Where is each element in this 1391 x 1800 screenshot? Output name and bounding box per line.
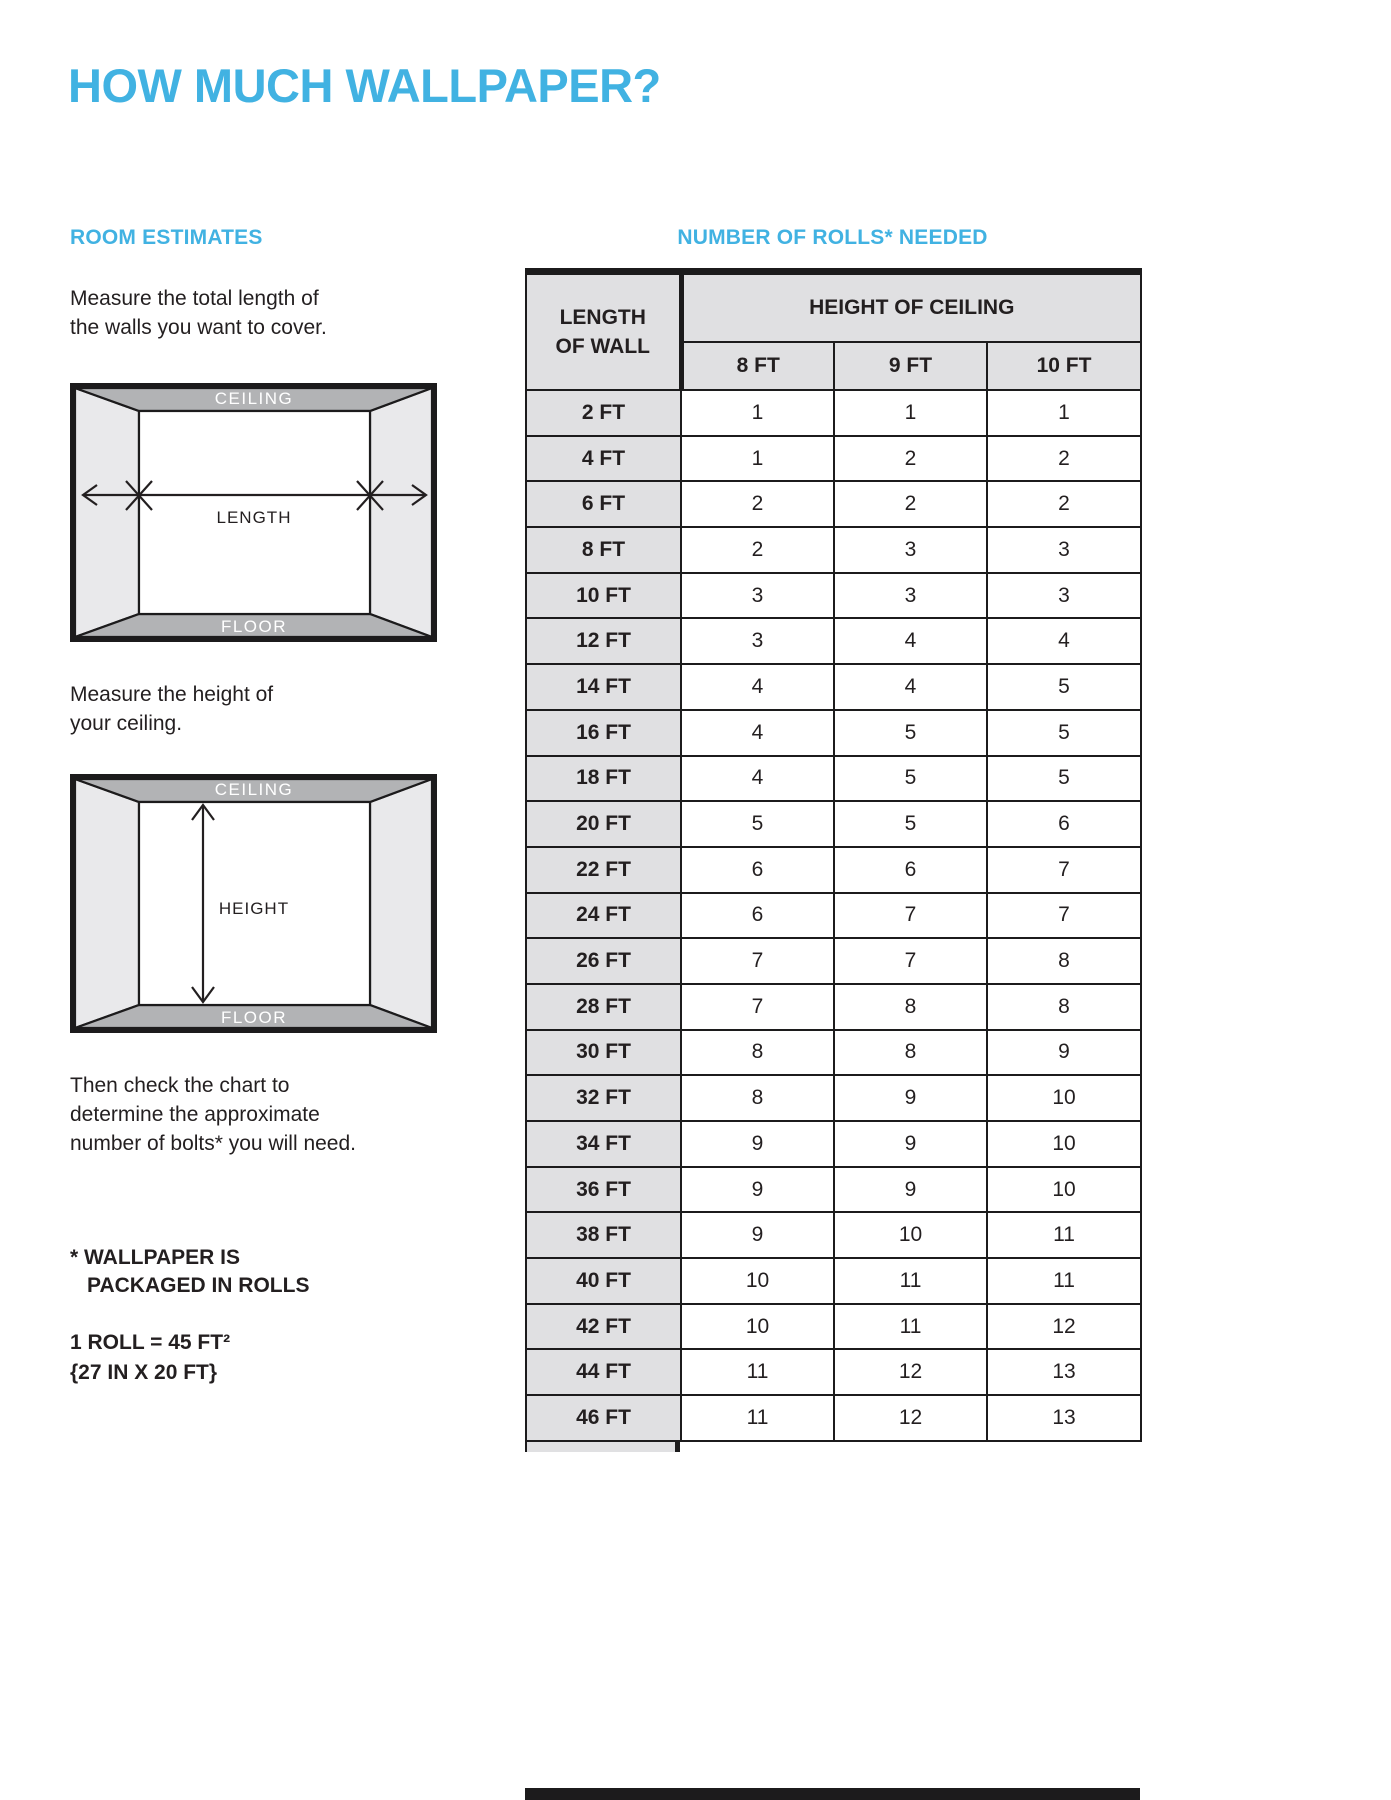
rolls-value-cell: 7: [681, 938, 834, 984]
height-label: HEIGHT: [218, 899, 290, 918]
left-wall: [75, 779, 139, 1028]
rolls-value-cell: 12: [987, 1304, 1141, 1350]
rolls-value-cell: 2: [834, 436, 987, 482]
rolls-value-cell: 6: [987, 801, 1141, 847]
rolls-value-cell: 7: [681, 984, 834, 1030]
rolls-value-cell: 4: [681, 710, 834, 756]
length-cell: 22 FT: [526, 847, 681, 893]
rolls-value-cell: 8: [834, 1030, 987, 1076]
length-cell: 38 FT: [526, 1212, 681, 1258]
rolls-table: [525, 268, 1140, 1452]
rolls-value-cell: 1: [681, 436, 834, 482]
instruction-measure-height: [70, 680, 273, 738]
rolls-value-cell: 3: [834, 527, 987, 573]
instruction-line: number of bolts* you will need.: [70, 1132, 356, 1155]
table-row: [526, 984, 1141, 1030]
length-cell: 42 FT: [526, 1304, 681, 1350]
instruction-line: Then check the chart to: [70, 1074, 290, 1097]
rolls-value-cell: 2: [834, 481, 987, 527]
table-row: [526, 1167, 1141, 1213]
rolls-value-cell: 8: [681, 1030, 834, 1076]
rolls-value-cell: 10: [987, 1075, 1141, 1121]
floor-label: FLOOR: [220, 617, 288, 636]
rolls-value-cell: 3: [987, 527, 1141, 573]
table-row: [526, 1121, 1141, 1167]
rolls-value-cell: 5: [834, 801, 987, 847]
table-row: [526, 1395, 1141, 1441]
table-row: [526, 801, 1141, 847]
table-row: [526, 664, 1141, 710]
rolls-value-cell: 3: [681, 573, 834, 619]
rolls-value-cell: 10: [834, 1212, 987, 1258]
rolls-value-cell: 8: [987, 984, 1141, 1030]
rolls-value-cell: 7: [987, 893, 1141, 939]
table-row: [526, 1258, 1141, 1304]
rolls-value-cell: 7: [834, 938, 987, 984]
rolls-value-cell: 8: [987, 938, 1141, 984]
column-header-9ft: 9 FT: [834, 342, 987, 390]
rolls-value-cell: 5: [987, 710, 1141, 756]
ceiling-label: CEILING: [214, 389, 294, 408]
page-title: HOW MUCH WALLPAPER?: [68, 59, 661, 112]
rolls-value-cell: 10: [681, 1304, 834, 1350]
rolls-value-cell: 2: [681, 527, 834, 573]
column-header-8ft: 8 FT: [681, 342, 834, 390]
rolls-value-cell: 8: [834, 984, 987, 1030]
rolls-value-cell: 5: [834, 756, 987, 802]
rolls-value-cell: 10: [987, 1121, 1141, 1167]
column-header-10ft: 10 FT: [987, 342, 1141, 390]
rolls-value-cell: 9: [681, 1212, 834, 1258]
rolls-value-cell: 4: [987, 618, 1141, 664]
instruction-line: your ceiling.: [70, 712, 183, 735]
length-of-wall-header: [526, 272, 681, 391]
instruction-line: Measure the total length of: [70, 287, 319, 310]
length-cell: 44 FT: [526, 1349, 681, 1395]
table-header-row: [526, 272, 1141, 343]
rolls-value-cell: 11: [834, 1258, 987, 1304]
rolls-value-cell: 4: [681, 756, 834, 802]
rolls-value-cell: 2: [987, 481, 1141, 527]
length-cell: 8 FT: [526, 527, 681, 573]
length-cell: 6 FT: [526, 481, 681, 527]
rolls-needed-heading: NUMBER OF ROLLS* NEEDED: [677, 226, 988, 249]
instruction-line: Measure the height of: [70, 683, 274, 706]
rolls-value-cell: 5: [987, 756, 1141, 802]
table-row: [526, 481, 1141, 527]
length-cell: 10 FT: [526, 573, 681, 619]
rolls-value-cell: 9: [681, 1121, 834, 1167]
instruction-check-chart: [70, 1071, 356, 1158]
rolls-value-cell: 11: [681, 1395, 834, 1441]
rolls-value-cell: 13: [987, 1395, 1141, 1441]
table-row: [526, 847, 1141, 893]
length-cell: 16 FT: [526, 710, 681, 756]
rolls-value-cell: 3: [681, 618, 834, 664]
table-row: [526, 1304, 1141, 1350]
rolls-value-cell: 9: [681, 1167, 834, 1213]
table-row: [526, 1212, 1141, 1258]
table-row: [526, 756, 1141, 802]
rolls-value-cell: 13: [987, 1349, 1141, 1395]
rolls-value-cell: 11: [987, 1212, 1141, 1258]
table-bottom-bar: [525, 1788, 1140, 1800]
floor-label: FLOOR: [220, 1008, 288, 1027]
table-row: [526, 893, 1141, 939]
room-perspective-length: [70, 383, 437, 642]
table-row: [526, 618, 1141, 664]
rolls-value-cell: 9: [834, 1121, 987, 1167]
rolls-value-cell: 9: [834, 1075, 987, 1121]
table-row: [526, 1349, 1141, 1395]
rolls-value-cell: 11: [681, 1349, 834, 1395]
height-of-ceiling-header: HEIGHT OF CEILING: [681, 272, 1141, 343]
table-row: [526, 527, 1141, 573]
rolls-value-cell: 1: [834, 390, 987, 436]
header-line: OF WALL: [555, 335, 650, 358]
rolls-value-cell: 5: [681, 801, 834, 847]
table-row: [526, 710, 1141, 756]
length-cell: 14 FT: [526, 664, 681, 710]
length-cell: 36 FT: [526, 1167, 681, 1213]
rolls-value-cell: 6: [681, 893, 834, 939]
length-cell: 28 FT: [526, 984, 681, 1030]
rolls-value-cell: 10: [987, 1167, 1141, 1213]
rolls-table-grid: [525, 268, 1142, 1442]
footnote-line: PACKAGED IN ROLLS: [87, 1274, 310, 1297]
table-row: [526, 1075, 1141, 1121]
rolls-value-cell: 12: [834, 1395, 987, 1441]
length-cell: 40 FT: [526, 1258, 681, 1304]
length-label: LENGTH: [216, 508, 292, 527]
instruction-measure-length: [70, 284, 327, 342]
rolls-value-cell: 3: [834, 573, 987, 619]
table-row: [526, 436, 1141, 482]
length-cell: 20 FT: [526, 801, 681, 847]
rolls-value-cell: 9: [834, 1167, 987, 1213]
rolls-value-cell: 9: [987, 1030, 1141, 1076]
room-estimates-heading: ROOM ESTIMATES: [70, 226, 263, 249]
length-diagram: [70, 383, 437, 647]
length-cell: 2 FT: [526, 390, 681, 436]
header-line: LENGTH: [559, 305, 646, 329]
table-row: [526, 1030, 1141, 1076]
length-cell: 30 FT: [526, 1030, 681, 1076]
label-column-stub: [525, 1442, 680, 1452]
footnote-line: * WALLPAPER IS: [70, 1246, 240, 1269]
rolls-value-cell: 1: [987, 390, 1141, 436]
rolls-value-cell: 11: [987, 1258, 1141, 1304]
length-cell: 34 FT: [526, 1121, 681, 1167]
length-cell: 18 FT: [526, 756, 681, 802]
table-row: [526, 938, 1141, 984]
rolls-value-cell: 4: [834, 664, 987, 710]
roll-size-note: [70, 1328, 230, 1388]
length-cell: 26 FT: [526, 938, 681, 984]
rolls-value-cell: 7: [834, 893, 987, 939]
length-cell: 12 FT: [526, 618, 681, 664]
rolls-value-cell: 7: [987, 847, 1141, 893]
rolls-value-cell: 11: [834, 1304, 987, 1350]
rolls-value-cell: 6: [681, 847, 834, 893]
rolls-value-cell: 1: [681, 390, 834, 436]
rolls-table-body: [526, 390, 1141, 1441]
instruction-line: determine the approximate: [70, 1103, 320, 1126]
room-perspective-height: [70, 774, 437, 1033]
rolls-value-cell: 2: [681, 481, 834, 527]
rolls-value-cell: 6: [834, 847, 987, 893]
wallpaper-rolls-footnote: [70, 1244, 309, 1300]
table-row: [526, 573, 1141, 619]
length-cell: 4 FT: [526, 436, 681, 482]
right-wall: [370, 779, 432, 1028]
length-cell: 32 FT: [526, 1075, 681, 1121]
length-cell: 46 FT: [526, 1395, 681, 1441]
rolls-value-cell: 12: [834, 1349, 987, 1395]
ceiling-label: CEILING: [214, 780, 294, 799]
right-wall: [370, 388, 432, 637]
roll-size-line: 1 ROLL = 45 FT²: [70, 1331, 231, 1354]
rolls-value-cell: 3: [987, 573, 1141, 619]
length-cell: 24 FT: [526, 893, 681, 939]
height-diagram: [70, 774, 437, 1038]
rolls-value-cell: 4: [834, 618, 987, 664]
rolls-value-cell: 5: [834, 710, 987, 756]
table-row: [526, 390, 1141, 436]
rolls-value-cell: 8: [681, 1075, 834, 1121]
rolls-value-cell: 5: [987, 664, 1141, 710]
rolls-value-cell: 10: [681, 1258, 834, 1304]
roll-size-line: {27 IN X 20 FT}: [70, 1361, 218, 1384]
rolls-value-cell: 4: [681, 664, 834, 710]
rolls-value-cell: 2: [987, 436, 1141, 482]
left-wall: [75, 388, 139, 637]
instruction-line: the walls you want to cover.: [70, 316, 327, 339]
